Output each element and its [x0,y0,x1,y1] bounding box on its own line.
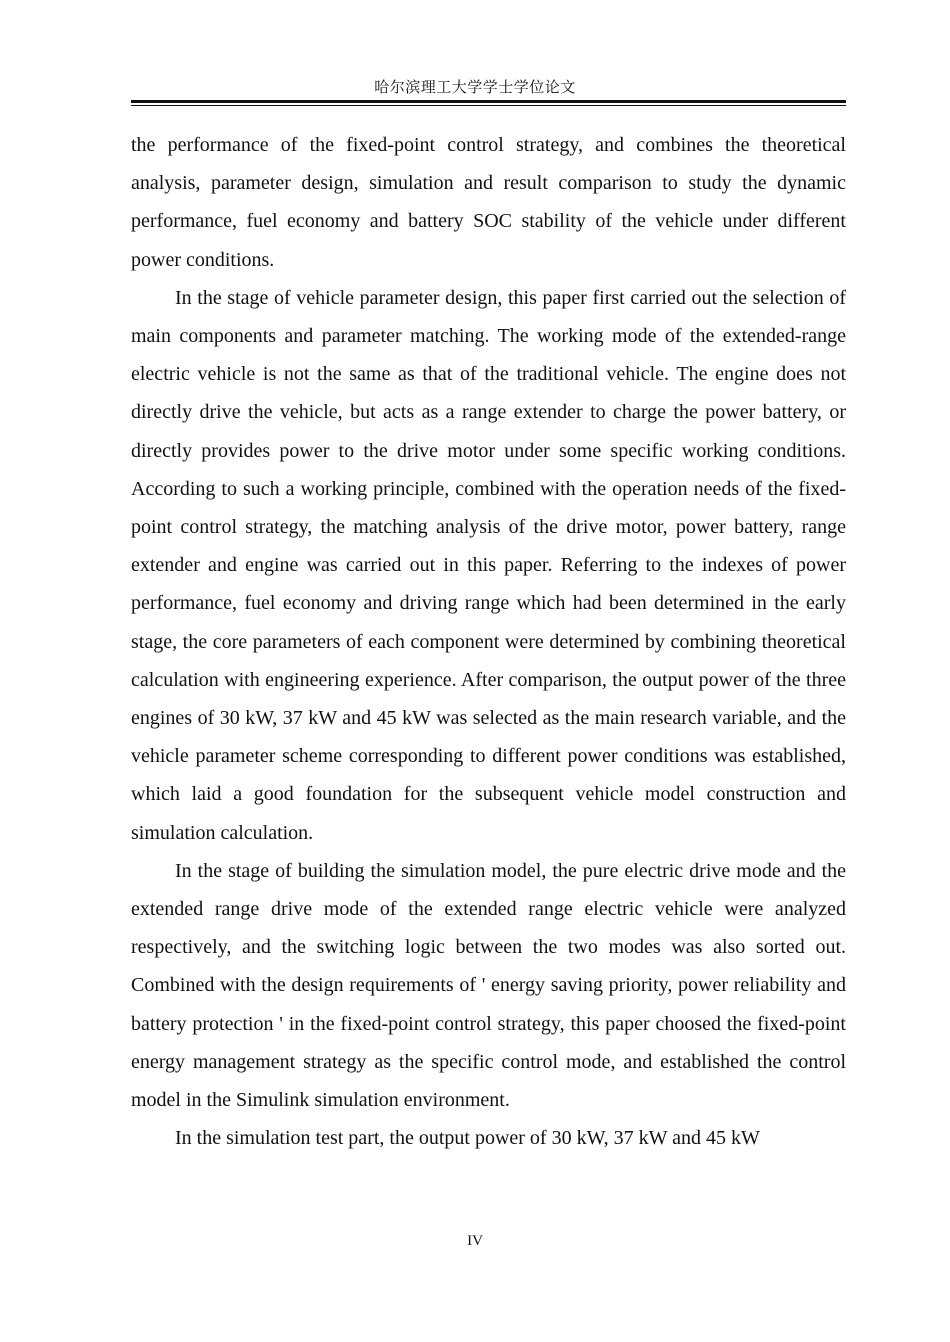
running-header-title: 哈尔滨理工大学学士学位论文 [374,80,576,96]
paragraph-simulation-model: In the stage of building the simulation model, the pure electric drive mode and the extended range drive mode of the extended range electric vehicle were analyzed respectively, and the switching logic between the two modes was also sorted out. Combined with the design requirements of ' energy saving priority, power reliability and battery protection ' in the fixed-point control strategy, this paper choosed the fixed-point energy management strategy as the specific control mode, and established the control model in the Simulink simulation environment. [131,859,846,1112]
paragraph-continued: the performance of the fixed-point control strategy, and combines the theoretical analysis, parameter design, simulation and result comparison to study the dynamic performance, fuel economy and battery SOC stability of the vehicle under different power conditions. [131,134,846,271]
page-number: IV [467,1233,483,1249]
paragraph-simulation-test: In the simulation test part, the output power of 30 kW, 37 kW and 45 kW [175,1127,760,1150]
header-rule-thick [131,100,846,103]
header-rule-thin [131,105,846,106]
paragraph-parameter-design: In the stage of vehicle parameter design, this paper first carried out the selection of main components and parameter matching. The working mode of the extended-range electric vehicle is not the same as that of the traditional vehicle. The engine does not directly drive the vehicle, but acts as a range extender to charge the power battery, or directly provides power to the drive motor under some specific working conditions. According to such a working principle, combined with the operation needs of the fixed-point control strategy, the matching analysis of the drive motor, power battery, range extender and engine was carried out in this paper. Referring to the indexes of power performance, fuel economy and driving range which had been determined in the early stage, the core parameters of each component were determined by combining theoretical calculation with engineering experience. After comparison, the output power of the three engines of 30 kW, 37 kW and 45 kW was selected as the main research variable, and the vehicle parameter scheme corresponding to different power conditions was established, which laid a good foundation for the subsequent vehicle model construction and simulation calculation. [131,286,846,844]
body-text [131,126,846,1157]
